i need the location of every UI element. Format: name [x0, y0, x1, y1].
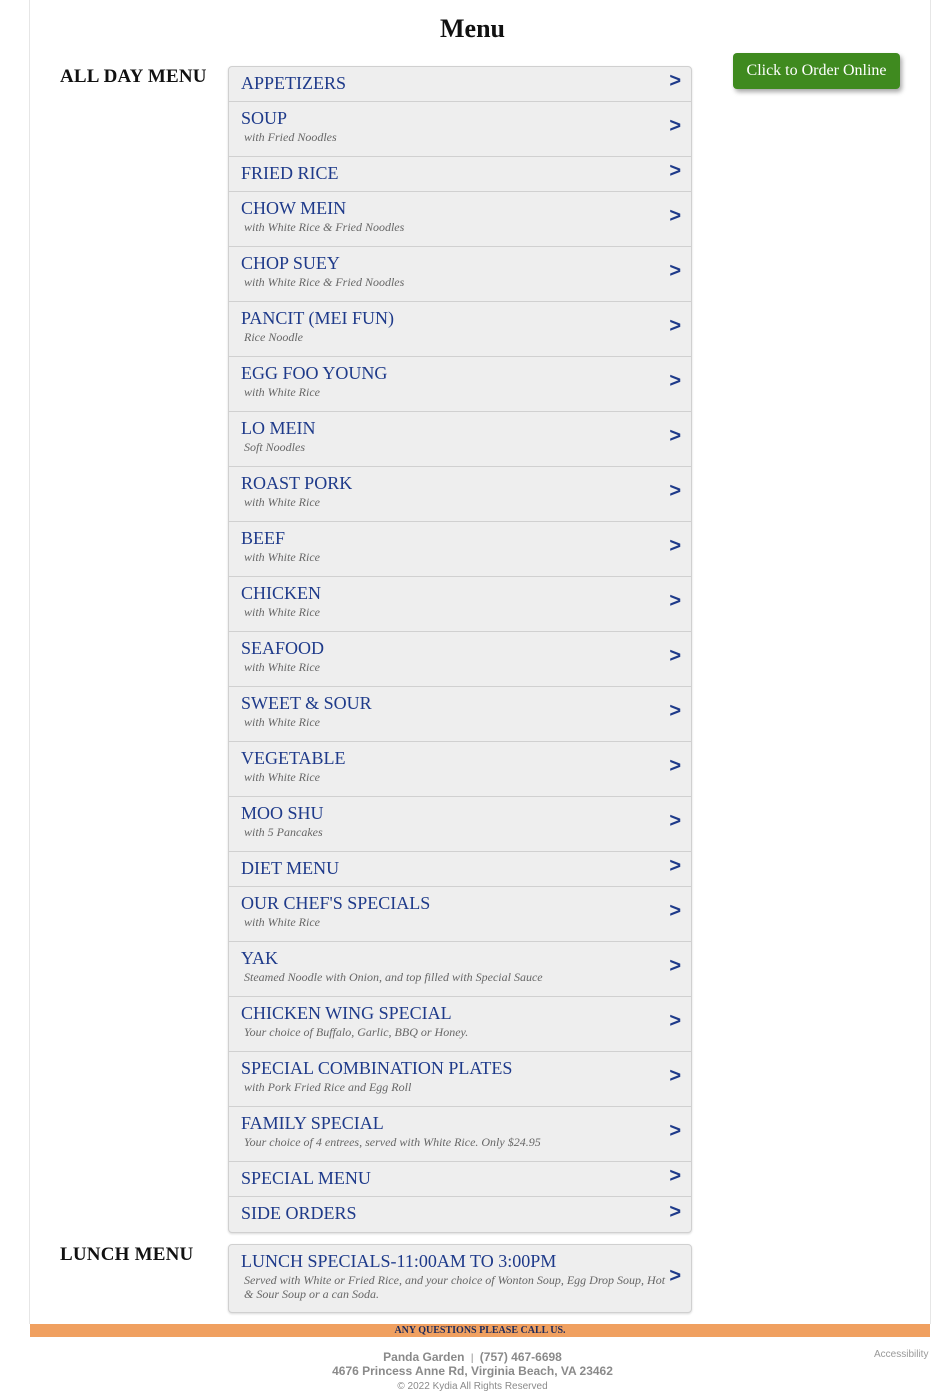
section-label-lunch: LUNCH MENU: [60, 1244, 194, 1265]
chevron-right-icon: >: [669, 70, 681, 93]
footer-contact: [0, 1350, 945, 1364]
chevron-right-icon: >: [669, 590, 681, 613]
chevron-right-icon: >: [669, 1200, 681, 1223]
chevron-right-icon: >: [669, 160, 681, 183]
chevron-right-icon: >: [669, 370, 681, 393]
menu-category-beef[interactable]: [229, 522, 691, 577]
menu-category-description: with White Rice: [244, 715, 320, 729]
menu-category-description: Served with White or Fried Rice, and your choice of Wonton Soup, Egg Drop Soup, Hot & Sour Soup or a can Soda.: [244, 1273, 666, 1301]
page-title: Menu: [440, 14, 505, 43]
chevron-right-icon: >: [669, 900, 681, 923]
call-us-banner: ANY QUESTIONS PLEASE CALL US.: [30, 1324, 930, 1337]
menu-category-pancit-mei-fun[interactable]: [229, 302, 691, 357]
menu-category-description: with White Rice: [244, 915, 320, 929]
menu-category-chow-mein[interactable]: [229, 192, 691, 247]
menu-category-description: with Fried Noodles: [244, 130, 337, 144]
footer-copyright: [0, 1381, 945, 1392]
menu-category-yak[interactable]: [229, 942, 691, 997]
menu-category-egg-foo-young[interactable]: [229, 357, 691, 412]
order-online-button[interactable]: Click to Order Online: [733, 53, 900, 89]
menu-category-lo-mein[interactable]: [229, 412, 691, 467]
kydia-link[interactable]: Kydia: [432, 1381, 458, 1392]
chevron-right-icon: >: [669, 755, 681, 778]
rights-text: All Rights Reserved: [459, 1381, 548, 1392]
menu-category-vegetable[interactable]: [229, 742, 691, 797]
menu-category-roast-pork[interactable]: [229, 467, 691, 522]
chevron-right-icon: >: [669, 1065, 681, 1088]
chevron-right-icon: >: [669, 535, 681, 558]
phone-link[interactable]: (757) 467-6698: [479, 1350, 562, 1364]
chevron-right-icon: >: [669, 115, 681, 138]
footer-separator: |: [470, 1353, 474, 1364]
menu-category-description: with White Rice: [244, 385, 320, 399]
menu-category-chicken[interactable]: [229, 577, 691, 632]
menu-category-name: SOUP: [241, 108, 288, 128]
menu-category-diet-menu[interactable]: [229, 852, 691, 887]
menu-category-name: FAMILY SPECIAL: [241, 1113, 384, 1133]
chevron-right-icon: >: [669, 205, 681, 228]
menu-category-description: with 5 Pancakes: [244, 825, 323, 839]
chevron-right-icon: >: [669, 1165, 681, 1188]
chevron-right-icon: >: [669, 425, 681, 448]
menu-category-name: CHOP SUEY: [241, 253, 340, 273]
chevron-right-icon: >: [669, 700, 681, 723]
lunch-menu-list: [228, 1244, 692, 1313]
menu-category-name: FRIED RICE: [241, 163, 339, 183]
menu-category-sweet-sour[interactable]: [229, 687, 691, 742]
menu-category-description: with White Rice: [244, 495, 320, 509]
menu-category-name: APPETIZERS: [241, 73, 347, 93]
menu-category-name: CHOW MEIN: [241, 198, 347, 218]
menu-category-seafood[interactable]: [229, 632, 691, 687]
menu-category-name: CHICKEN WING SPECIAL: [241, 1003, 452, 1023]
all-day-menu-list: [228, 66, 692, 1233]
menu-category-family-special[interactable]: [229, 1107, 691, 1162]
menu-category-name: OUR CHEF'S SPECIALS: [241, 893, 431, 913]
menu-category-name: SWEET & SOUR: [241, 693, 372, 713]
menu-category-name: SPECIAL MENU: [241, 1168, 371, 1188]
menu-category-name: ROAST PORK: [241, 473, 353, 493]
menu-category-description: with White Rice & Fried Noodles: [244, 220, 405, 234]
chevron-right-icon: >: [669, 1120, 681, 1143]
menu-category-name: SPECIAL COMBINATION PLATES: [241, 1058, 513, 1078]
menu-category-appetizers[interactable]: [229, 67, 691, 102]
menu-category-side-orders[interactable]: [229, 1197, 691, 1232]
accessibility-link[interactable]: Accessibility: [874, 1349, 929, 1360]
menu-category-description: with White Rice: [244, 660, 320, 674]
menu-category-moo-shu[interactable]: [229, 797, 691, 852]
footer-address: 4676 Princess Anne Rd, Virginia Beach, VA 23462: [332, 1364, 613, 1378]
menu-category-name: BEEF: [241, 528, 286, 548]
menu-category-name: EGG FOO YOUNG: [241, 363, 388, 383]
menu-category-chop-suey[interactable]: [229, 247, 691, 302]
chevron-right-icon: >: [669, 1264, 681, 1287]
menu-category-description: with White Rice: [244, 550, 320, 564]
menu-category-description: Steamed Noodle with Onion, and top filled with Special Sauce: [244, 970, 543, 984]
menu-category-description: with White Rice & Fried Noodles: [244, 275, 405, 289]
menu-category-name: CHICKEN: [241, 583, 321, 603]
menu-category-description: with Pork Fried Rice and Egg Roll: [244, 1080, 412, 1094]
menu-category-lunch-specials-11-00am-to-3-00pm[interactable]: [229, 1245, 691, 1312]
menu-category-name: LO MEIN: [241, 418, 316, 438]
chevron-right-icon: >: [669, 810, 681, 833]
menu-category-description: Rice Noodle: [244, 330, 303, 344]
menu-category-fried-rice[interactable]: [229, 157, 691, 192]
menu-category-description: Your choice of 4 entrees, served with White Rice. Only $24.95: [244, 1135, 541, 1149]
copyright-text: © 2022: [397, 1381, 430, 1392]
chevron-right-icon: >: [669, 955, 681, 978]
section-label-all-day: ALL DAY MENU: [60, 66, 207, 87]
menu-category-name: LUNCH SPECIALS-11:00AM TO 3:00PM: [241, 1251, 557, 1271]
menu-category-description: with White Rice: [244, 605, 320, 619]
menu-category-special-combination-plates[interactable]: [229, 1052, 691, 1107]
menu-category-special-menu[interactable]: [229, 1162, 691, 1197]
chevron-right-icon: >: [669, 1010, 681, 1033]
chevron-right-icon: >: [669, 315, 681, 338]
menu-category-name: YAK: [241, 948, 279, 968]
menu-category-name: PANCIT (MEI FUN): [241, 308, 395, 328]
menu-category-chicken-wing-special[interactable]: [229, 997, 691, 1052]
menu-category-name: DIET MENU: [241, 858, 340, 878]
menu-category-soup[interactable]: [229, 102, 691, 157]
restaurant-name: Panda Garden: [383, 1350, 465, 1364]
menu-category-name: VEGETABLE: [241, 748, 346, 768]
menu-category-description: Soft Noodles: [244, 440, 306, 454]
menu-category-our-chef-s-specials[interactable]: [229, 887, 691, 942]
chevron-right-icon: >: [669, 855, 681, 878]
menu-category-name: SEAFOOD: [241, 638, 325, 658]
menu-category-name: MOO SHU: [241, 803, 324, 823]
menu-category-description: with White Rice: [244, 770, 320, 784]
chevron-right-icon: >: [669, 480, 681, 503]
menu-category-description: Your choice of Buffalo, Garlic, BBQ or Honey.: [244, 1025, 469, 1039]
chevron-right-icon: >: [669, 260, 681, 283]
menu-category-name: SIDE ORDERS: [241, 1203, 357, 1223]
chevron-right-icon: >: [669, 645, 681, 668]
